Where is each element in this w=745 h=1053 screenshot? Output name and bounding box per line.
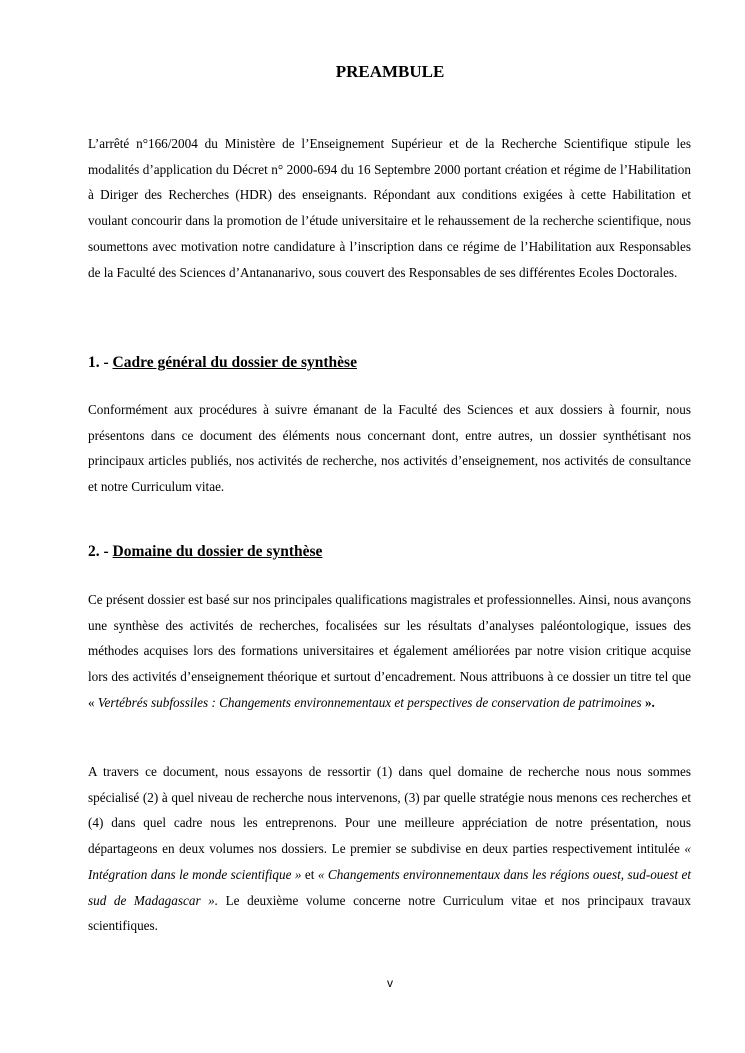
section-2-heading — [88, 543, 322, 561]
section-2-p1-end: ». — [641, 694, 655, 710]
page-title: PREAMBULE — [335, 62, 445, 81]
section-1-number: 1. - — [88, 354, 109, 371]
section-2-p2-text: A travers ce document, nous essayons de ressortir (1) dans quel domaine de recherche nous nous sommes spécialisé (2) à quel niveau de recherche nous intervenons, (3) par quelle stratégie nous menons ces recherches et (4) dans quel cadre nous les entreprenons. Pour une meilleure appréciation de notre présentation, nous départageons en deux volumes nos dossiers. Le premier se subdivise en deux parties respectivement intitulée — [88, 764, 691, 857]
volume-1-title-italic: « Intégration dans le monde scientifique » — [88, 841, 691, 882]
section-2-title: Domaine du dossier de synthèse — [112, 543, 323, 560]
section-2-p2-and: et — [301, 866, 318, 882]
section-1-paragraph: Conformément aux procédures à suivre émanant de la Faculté des Sciences et aux dossiers à fournir, nous présentons dans ce document des éléments nous concernant dont, entre autres, un dossier synthétisant nos principaux articles publiés, nos activités de recherche, nos activités d’enseignement, nos activités de consultance et notre Curriculum vitae. — [88, 402, 691, 495]
section-2-paragraph-2 — [88, 759, 691, 939]
intro-paragraph: L’arrêté n°166/2004 du Ministère de l’Enseignement Supérieur et de la Recherche Scientifique stipule les modalités d’application du Décret n° 2000-694 du 16 Septembre 2000 portant création et régime de l’Habilitation à Diriger des Recherches (HDR) des enseignants. Répondant aux conditions exigées à cette Habilitation et voulant concourir dans la promotion de l’étude universitaire et le rehaussement de la recherche scientifique, nous soumettons avec motivation notre candidature à l’inscription dans ce régime de l’Habilitation aux Responsables de la Faculté des Sciences d’Antananarivo, sous couvert des Responsables de ses différentes Ecoles Doctorales. — [88, 136, 691, 280]
page-number: v — [387, 976, 393, 990]
section-2-p1-text: Ce présent dossier est basé sur nos principales qualifications magistrales et professionnelles. Ainsi, nous avançons une synthèse des activités de recherches, focalisées sur les résultats d’analyses paléontologique, issues des méthodes acquises lors des formations universitaires et également améliorées par notre vision critique acquise lors des activités d’enseignement théorique et surtout d’encadrement. Nous attribuons à ce dossier un titre tel que « — [88, 592, 691, 710]
section-2-p2-end: Le deuxième volume concerne notre Curriculum vitae et nos principaux travaux scientifiques. — [88, 892, 691, 934]
dossier-title-italic: Vertébrés subfossiles : Changements environnementaux et perspectives de conservation de patrimoines — [97, 694, 642, 710]
section-1-title: Cadre général du dossier de synthèse — [112, 354, 357, 371]
section-2-number: 2. - — [88, 543, 109, 560]
section-1-heading — [88, 354, 357, 372]
volume-2-title-italic: « Changements environnementaux dans les régions ouest, sud-ouest et sud de Madagascar ». — [88, 866, 691, 908]
section-2-paragraph-1 — [88, 587, 691, 716]
